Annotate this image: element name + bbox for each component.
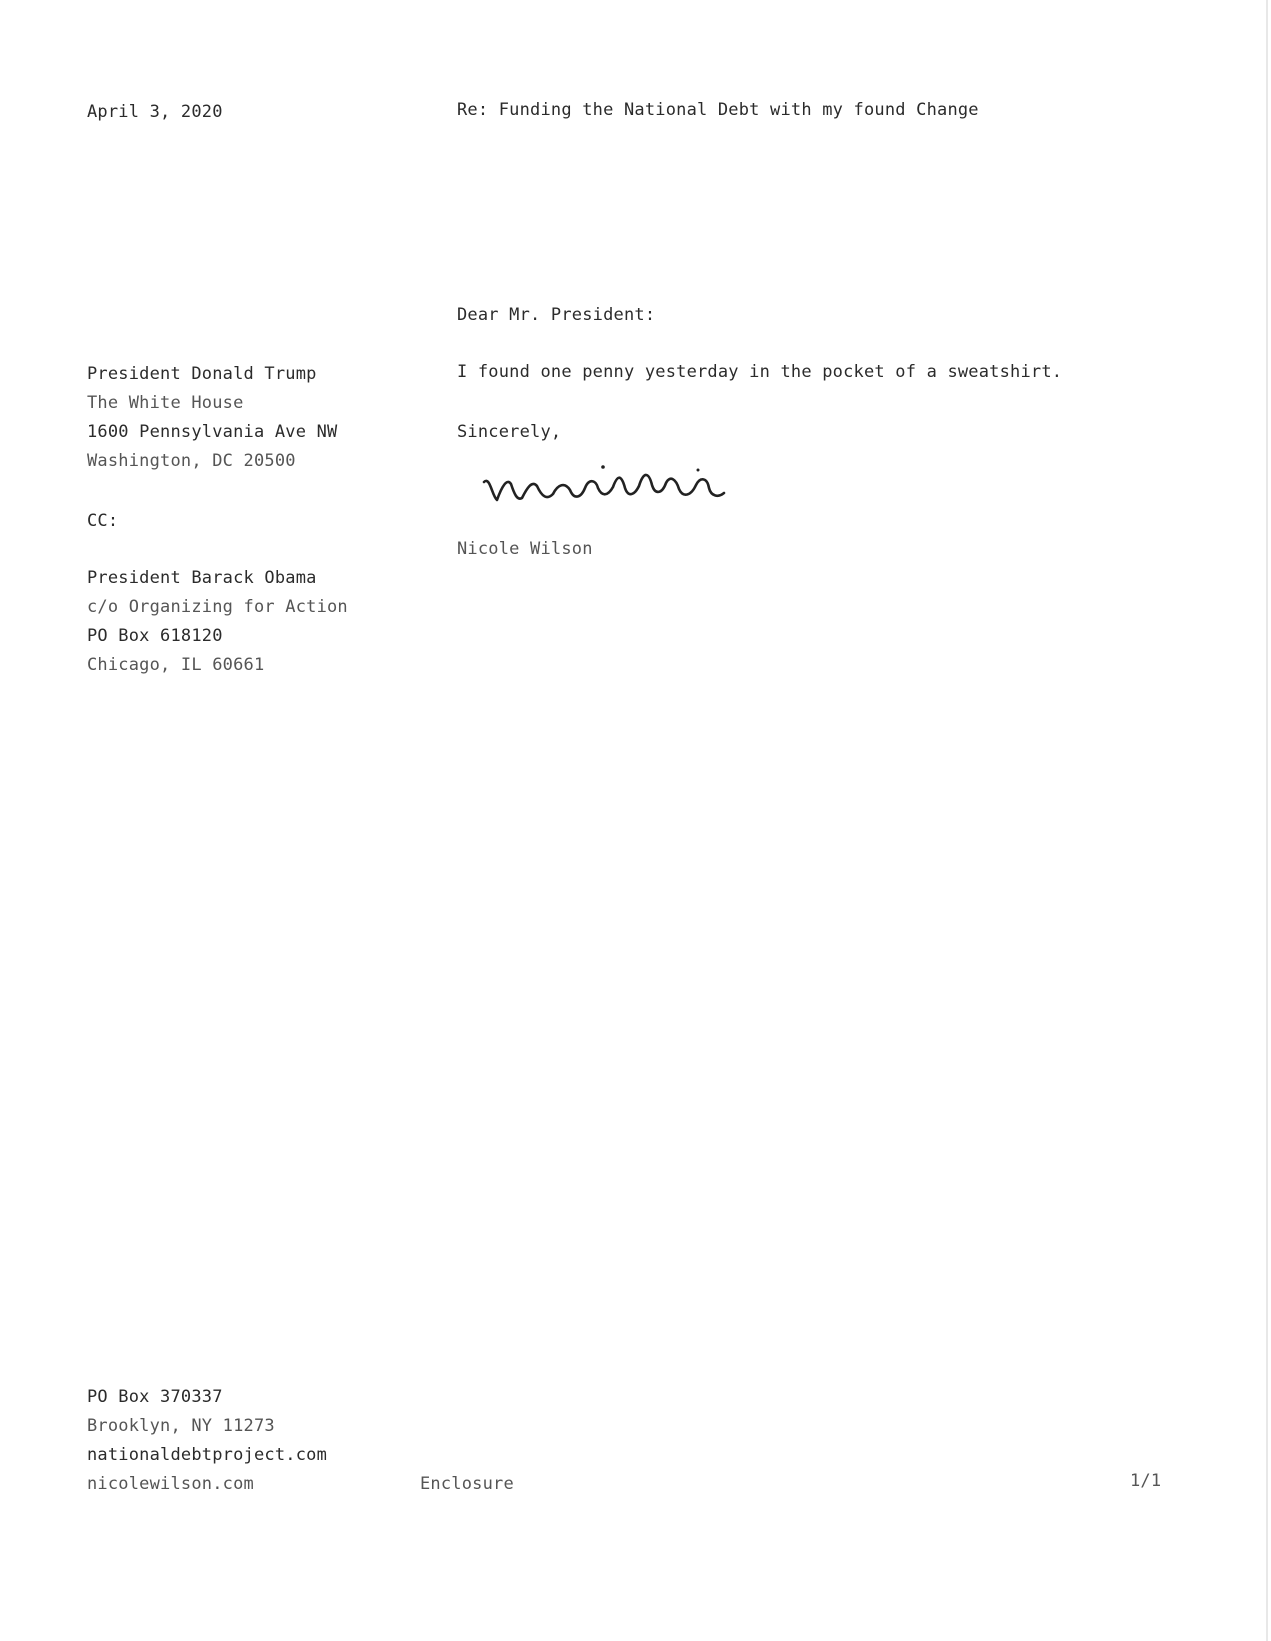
recipient-city: Washington, DC 20500 [87, 451, 296, 471]
recipient-name: President Donald Trump [87, 364, 317, 384]
personal-website[interactable]: nicolewilson.com [87, 1474, 254, 1494]
recipient-street: 1600 Pennsylvania Ave NW [87, 422, 338, 442]
letter-subject: Re: Funding the National Debt with my found Change [457, 100, 979, 120]
salutation: Dear Mr. President: [457, 305, 656, 325]
project-website[interactable]: nationaldebtproject.com [87, 1445, 328, 1465]
page-edge-shadow [1266, 0, 1268, 1641]
letter-body: I found one penny yesterday in the pocket of a sweatshirt. [457, 362, 1063, 382]
cc-name: President Barack Obama [87, 568, 317, 588]
cc-city: Chicago, IL 60661 [87, 655, 265, 675]
recipient-address [87, 360, 337, 476]
closing: Sincerely, [457, 422, 562, 442]
handwritten-signature [480, 458, 750, 518]
signer-name: Nicole Wilson [457, 539, 593, 559]
page-number: 1/1 [1130, 1471, 1162, 1491]
recipient-organization: The White House [87, 393, 244, 413]
cc-label: CC: [87, 511, 119, 531]
enclosure-note: Enclosure [420, 1474, 514, 1494]
cc-address [87, 564, 348, 680]
sender-po-box: PO Box 370337 [87, 1387, 223, 1407]
cc-po-box: PO Box 618120 [87, 626, 223, 646]
letter-date: April 3, 2020 [87, 102, 223, 122]
cc-organization: c/o Organizing for Action [87, 597, 348, 617]
sender-address-footer [87, 1383, 327, 1499]
sender-city: Brooklyn, NY 11273 [87, 1416, 275, 1436]
